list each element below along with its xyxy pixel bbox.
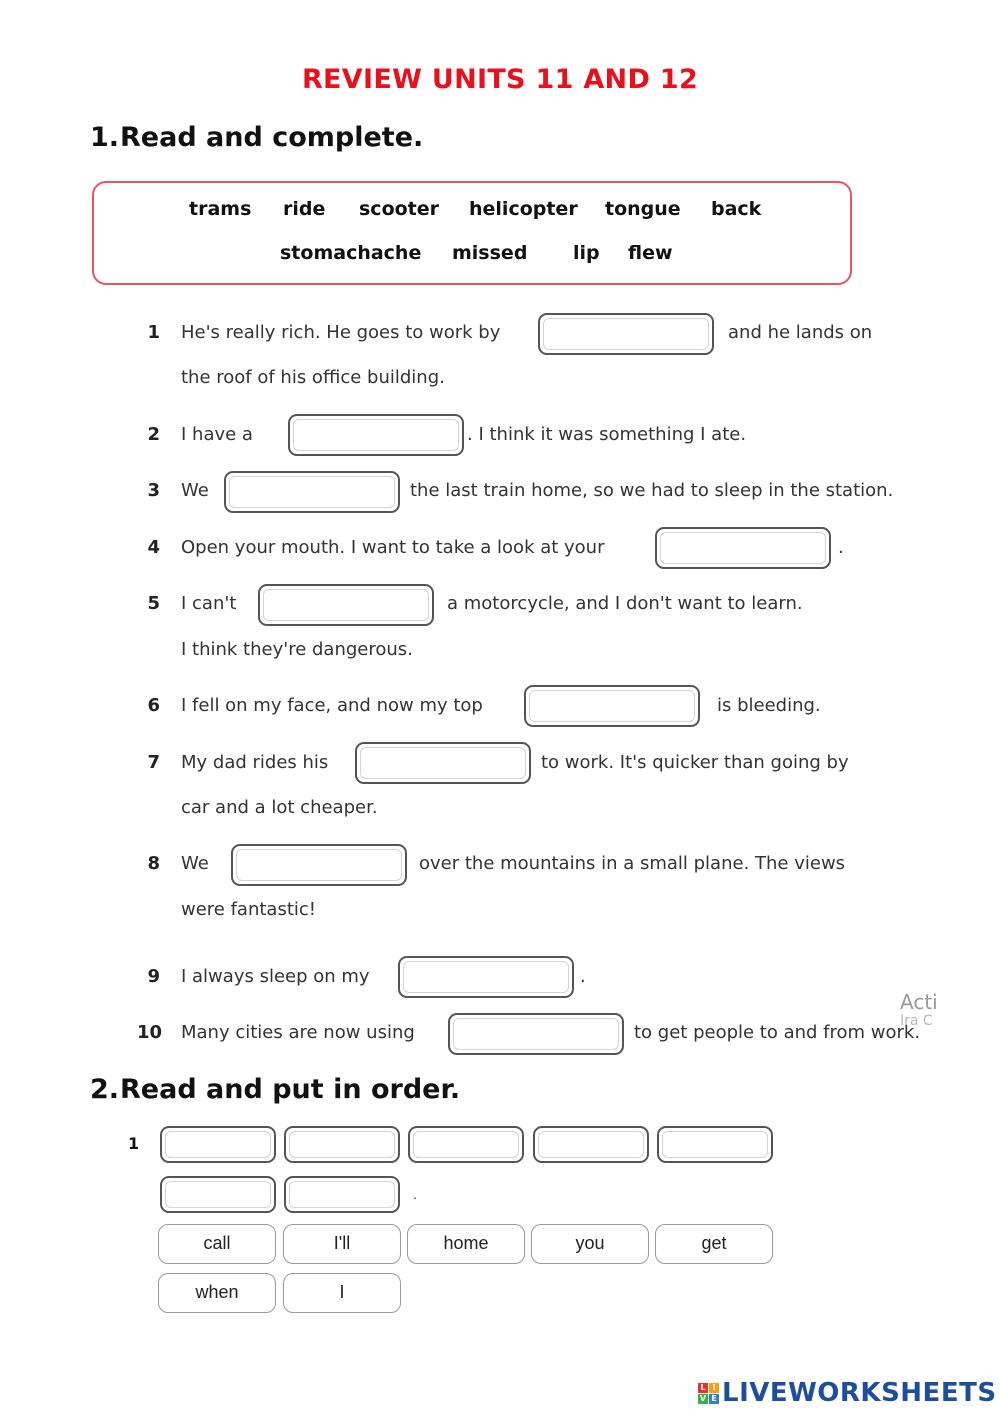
question-text: is bleeding. — [717, 695, 821, 716]
drop-slot[interactable] — [160, 1176, 276, 1213]
watermark-line: Acti — [900, 990, 938, 1014]
question-number: 5 — [147, 593, 160, 614]
question-text: We — [181, 853, 209, 874]
question-number: 3 — [147, 480, 160, 501]
question-text: the last train home, so we had to sleep in the station. — [410, 480, 894, 501]
word-tile[interactable]: I — [283, 1273, 401, 1313]
word-bank-item: stomachache — [280, 242, 422, 264]
logo-mark-letter: E — [709, 1394, 719, 1404]
question-number: 2 — [147, 424, 160, 445]
question-text: He's really rich. He goes to work by — [181, 322, 501, 343]
answer-input[interactable] — [288, 414, 464, 456]
answer-input[interactable] — [355, 742, 531, 784]
word-bank-item: trams — [189, 198, 252, 220]
word-tile[interactable]: I'll — [283, 1224, 401, 1264]
section-2-number: 2. — [90, 1074, 120, 1105]
word-bank-item: missed — [452, 242, 528, 264]
word-bank-item: lip — [573, 242, 600, 264]
question-text: Many cities are now using — [181, 1022, 415, 1043]
sentence-end-mark: . — [413, 1186, 417, 1202]
question-text: I think they're dangerous. — [181, 639, 413, 660]
question-text: . — [838, 537, 844, 558]
question-text: car and a lot cheaper. — [181, 797, 378, 818]
question-text: Open your mouth. I want to take a look at your — [181, 537, 605, 558]
question-text: My dad rides his — [181, 752, 329, 773]
section-1-title: Read and complete. — [120, 122, 424, 153]
question-number: 8 — [147, 853, 160, 874]
question-text: the roof of his office building. — [181, 367, 445, 388]
activation-watermark — [900, 990, 938, 1028]
answer-input[interactable] — [538, 313, 714, 355]
question-text: I can't — [181, 593, 237, 614]
word-bank-item: flew — [628, 242, 673, 264]
question-text: were fantastic! — [181, 899, 317, 920]
answer-input[interactable] — [448, 1013, 624, 1055]
drop-slot[interactable] — [284, 1126, 400, 1163]
logo-mark-letter: V — [699, 1393, 707, 1403]
question-number: 4 — [147, 537, 160, 558]
question-text: over the mountains in a small plane. The views — [419, 853, 846, 874]
word-tile[interactable]: home — [407, 1224, 525, 1264]
page-title: REVIEW UNITS 11 AND 12 — [301, 64, 699, 95]
logo-mark-letter: I — [709, 1383, 719, 1393]
question-text: . — [580, 966, 586, 987]
question-number: 10 — [136, 1022, 162, 1043]
liveworksheets-logo — [698, 1376, 997, 1410]
question-text: . I think it was something I ate. — [467, 424, 747, 445]
section-2-title: Read and put in order. — [120, 1074, 461, 1105]
question-text: We — [181, 480, 209, 501]
drop-slot[interactable] — [160, 1126, 276, 1163]
question-text: I have a — [181, 424, 253, 445]
drop-slot[interactable] — [284, 1176, 400, 1213]
drop-slot[interactable] — [408, 1126, 524, 1163]
word-bank-item: tongue — [605, 198, 681, 220]
question-text: I always sleep on my — [181, 966, 370, 987]
logo-mark-icon — [698, 1383, 719, 1404]
answer-input[interactable] — [524, 685, 700, 727]
question-text: to get people to and from work. — [634, 1022, 921, 1043]
answer-input[interactable] — [258, 584, 434, 626]
section-1-number: 1. — [90, 122, 120, 153]
question-number: 9 — [147, 966, 160, 987]
word-bank-item: back — [711, 198, 762, 220]
word-tile[interactable]: get — [655, 1224, 773, 1264]
question-number: 1 — [147, 322, 160, 343]
question-text: I fell on my face, and now my top — [181, 695, 483, 716]
drop-slot[interactable] — [533, 1126, 649, 1163]
question-number: 6 — [147, 695, 160, 716]
answer-input[interactable] — [231, 844, 407, 886]
answer-input[interactable] — [224, 471, 400, 513]
word-bank — [92, 181, 852, 285]
word-tile[interactable]: when — [158, 1273, 276, 1313]
question-text: and he lands on — [728, 322, 873, 343]
word-bank-item: scooter — [359, 198, 440, 220]
word-bank-item: ride — [283, 198, 326, 220]
question-number: 7 — [147, 752, 160, 773]
answer-input[interactable] — [655, 527, 831, 569]
question-text: to work. It's quicker than going by — [541, 752, 849, 773]
watermark-line: Ira C — [900, 1013, 933, 1029]
logo-text: LIVEWORKSHEETS — [722, 1378, 997, 1408]
drop-slot[interactable] — [657, 1126, 773, 1163]
logo-mark-letter: L — [698, 1383, 708, 1393]
word-tile[interactable]: call — [158, 1224, 276, 1264]
answer-input[interactable] — [398, 956, 574, 998]
order-item-number: 1 — [128, 1134, 140, 1153]
word-bank-item: helicopter — [469, 198, 578, 220]
question-text: a motorcycle, and I don't want to learn. — [447, 593, 803, 614]
section-1-heading — [90, 122, 423, 153]
word-tile[interactable]: you — [531, 1224, 649, 1264]
section-2-heading — [90, 1074, 460, 1105]
